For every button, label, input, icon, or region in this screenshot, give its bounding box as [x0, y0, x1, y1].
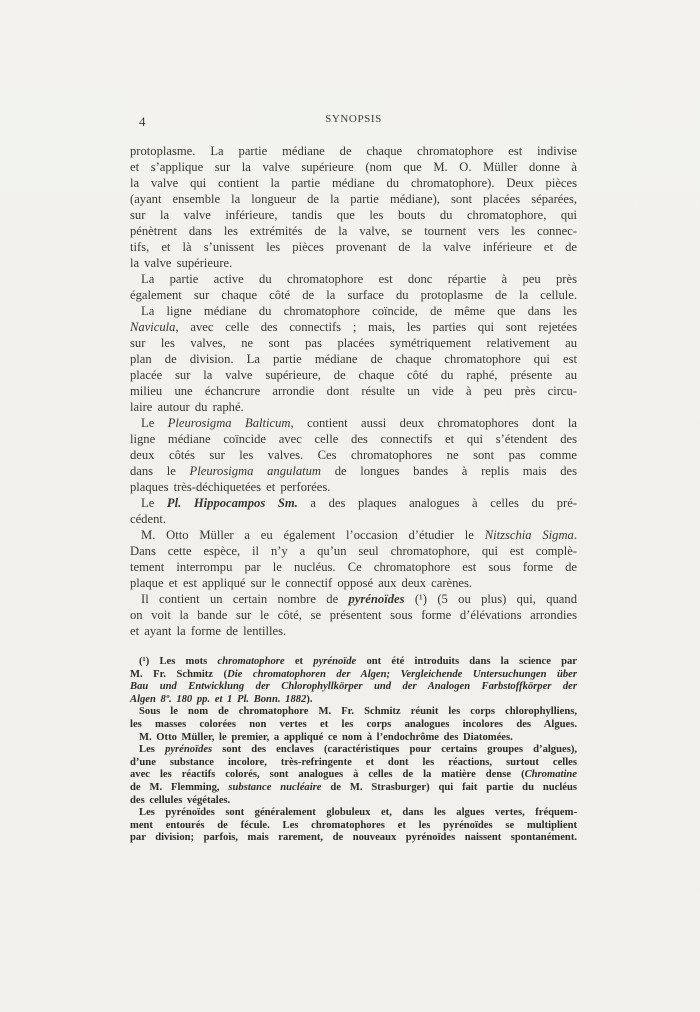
- text-segment: et s’applique sur la valve supérieure (nom que M. O. Müller donne à: [130, 160, 577, 174]
- text-line: [130, 207, 577, 223]
- text-line: [130, 719, 577, 732]
- text-segment: sur la valve inférieure, tandis que les bouts du chromatophore, qui: [130, 208, 577, 222]
- text-segment: la valve qui contient la partie médiane du chromatophore). Deux pièces: [130, 176, 577, 190]
- text-line: [130, 607, 577, 623]
- text-line: [130, 732, 577, 745]
- text-line: [130, 239, 577, 255]
- text-line: [130, 447, 577, 463]
- text-line: [130, 303, 577, 319]
- text-line: [130, 319, 577, 335]
- text-line: [130, 681, 577, 694]
- text-line: [130, 399, 577, 415]
- emphasized-text: Navicula: [130, 320, 176, 334]
- text-segment: M. Otto Müller a eu également l’occasion d’étudier le: [141, 528, 485, 542]
- text-line: [130, 807, 577, 820]
- text-segment: de M. Flemming,: [130, 781, 229, 793]
- text-segment: par division; parfois, mais rarement, de nouveaux pyrénoïdes naissent spontanément.: [130, 832, 577, 844]
- text-segment: Sous le nom de chromatophore M. Fr. Schmitz réunit les corps chlorophylliens,: [139, 706, 577, 718]
- page-header: [130, 113, 577, 129]
- text-segment: M. Fr. Schmitz (: [130, 668, 228, 680]
- text-line: [130, 175, 577, 191]
- text-segment: pénètrent dans les extrémités de la valve, se tournent vers les connec-: [130, 224, 577, 238]
- emphasized-text: Pleurosigma Balticum: [167, 416, 291, 430]
- emphasized-text: Nitzschia Sigma: [484, 528, 574, 542]
- text-line: [130, 591, 577, 607]
- text-segment: tifs, et là s’unissent les pièces provenant de la valve inférieure et de: [130, 240, 577, 254]
- emphasized-text: Bau und Entwicklung der Chlorophyllkörper und der Analogen Farbstoffkörper der: [130, 681, 577, 693]
- text-line: [130, 415, 577, 431]
- text-segment: La partie active du chromatophore est donc répartie à peu près: [141, 272, 577, 286]
- text-segment: d’une substance incolore, très-refringente et dont les réactions, surtout celles: [130, 756, 577, 768]
- text-line: [130, 351, 577, 367]
- text-segment: Les: [139, 744, 166, 756]
- text-segment: , contient aussi deux chromatophores dont la: [290, 416, 578, 430]
- emphasized-text: pyrénoïde: [313, 656, 357, 667]
- text-segment: plaques très-déchiquetées et perforées.: [130, 480, 331, 494]
- text-segment: ont été introduits dans la science par: [356, 656, 577, 667]
- text-segment: (ayant ensemble la longueur de la partie médiane), sont placées séparées,: [130, 192, 577, 206]
- text-segment: les masses colorées non vertes et les corps analogues incolores des Algues.: [130, 718, 577, 730]
- text-segment: ligne médiane coïncide avec celle des connectifs et qui s’étendent des: [130, 432, 577, 446]
- text-line: [130, 511, 577, 527]
- text-segment: plaque et est appliqué sur le connectif opposé aux deux carènes.: [130, 576, 473, 590]
- text-segment: laire autour du raphé.: [130, 400, 244, 414]
- body-text-column: [130, 143, 577, 639]
- emphasized-text: substance nucléaire: [228, 781, 322, 793]
- emphasized-text: Pl. Hippocampos Sm.: [166, 496, 298, 510]
- text-segment: ment entourés de fécule. Les chromatophores et les pyrénoïdes se multiplient: [130, 819, 577, 831]
- text-line: [130, 832, 577, 845]
- text-segment: avec les réactifs colorés, sont analogues à celles de la matière dense (: [130, 769, 525, 781]
- text-segment: dans le: [130, 464, 190, 478]
- text-line: [130, 706, 577, 719]
- text-line: [130, 271, 577, 287]
- text-line: [130, 143, 577, 159]
- text-segment: Les pyrénoïdes sont généralement globuleux et, dans les algues vertes, fréquem-: [139, 807, 577, 819]
- text-segment: ).: [306, 693, 313, 705]
- text-line: [130, 383, 577, 399]
- emphasized-text: pyrénoïdes: [348, 592, 405, 606]
- text-line: [130, 159, 577, 175]
- text-segment: également sur chaque côté de la surface du protoplasme de la cellule.: [130, 288, 577, 302]
- text-line: [130, 431, 577, 447]
- emphasized-text: Die chromatophoren der Algen; Vergleichende Untersuchungen über: [227, 668, 577, 680]
- text-segment: des cellules végétales.: [130, 794, 231, 806]
- text-line: [130, 744, 577, 757]
- text-segment: et ayant la forme de lentilles.: [130, 624, 287, 638]
- emphasized-text: Pleurosigma angulatum: [189, 464, 322, 478]
- text-segment: et: [284, 656, 314, 667]
- text-segment: Le: [141, 416, 168, 430]
- emphasized-text: pyrénoïdes: [165, 744, 213, 756]
- text-line: [130, 669, 577, 682]
- text-segment: , avec celle des connectifs ; mais, les parties qui sont rejetées: [175, 320, 577, 334]
- text-segment: (¹) Les mots: [139, 656, 218, 667]
- text-segment: sont des enclaves (caractéristiques pour certains groupes d’algues),: [212, 744, 577, 756]
- text-line: [130, 463, 577, 479]
- text-line: [130, 479, 577, 495]
- text-segment: deux côtés sur les valves. Ces chromatophores ne sont pas comme: [130, 448, 577, 462]
- text-line: [130, 287, 577, 303]
- text-line: [130, 694, 577, 707]
- running-title: SYNOPSIS: [325, 113, 382, 125]
- emphasized-text: Algen 8º. 180 pp. et 1 Pl. Bonn. 1882: [130, 693, 307, 705]
- text-line: [130, 782, 577, 795]
- text-line: [130, 527, 577, 543]
- text-segment: La ligne médiane du chromatophore coïncide, de même que dans les: [141, 304, 577, 318]
- text-line: [130, 367, 577, 383]
- text-segment: a des plaques analogues à celles du pré-: [297, 496, 577, 510]
- text-line: [130, 769, 577, 782]
- text-segment: de M. Strasburger) qui fait partie du nucléus: [321, 781, 577, 793]
- text-line: [130, 543, 577, 559]
- text-segment: (¹) (5 ou plus) qui, quand: [404, 592, 577, 606]
- text-segment: placée sur la valve supérieure, de chaque côté du raphé, présente au: [130, 368, 577, 382]
- text-segment: Il contient un certain nombre de: [141, 592, 349, 606]
- text-line: [130, 656, 577, 669]
- text-line: [130, 559, 577, 575]
- text-line: [130, 495, 577, 511]
- text-segment: on voit la bande sur le côté, se présentent sous forme d’élévations arrondies: [130, 608, 577, 622]
- text-segment: de longues bandes à replis mais des: [321, 464, 577, 478]
- text-segment: cédent.: [130, 512, 167, 526]
- text-line: [130, 335, 577, 351]
- text-line: [130, 255, 577, 271]
- text-segment: protoplasme. La partie médiane de chaque chromatophore est indivise: [130, 144, 577, 158]
- text-segment: tement interrompu par le nucléus. Ce chromatophore est sous forme de: [130, 560, 577, 574]
- text-line: [130, 575, 577, 591]
- text-segment: milieu une échancrure arrondie dont résulte un vide à peu près circu-: [130, 384, 577, 398]
- text-line: [130, 795, 577, 808]
- emphasized-text: chromatophore: [217, 656, 285, 667]
- text-line: [130, 623, 577, 639]
- text-segment: la valve supérieure.: [130, 256, 233, 270]
- footnote-section: [130, 656, 577, 845]
- text-line: [130, 757, 577, 770]
- text-line: [130, 820, 577, 833]
- text-segment: sur les valves, ne sont pas placées symétriquement relativement au: [130, 336, 577, 350]
- emphasized-text: Chromatine: [524, 769, 577, 781]
- text-segment: M. Otto Müller, le premier, a appliqué ce nom à l’endochrôme des Diatomées.: [139, 731, 513, 743]
- text-line: [130, 191, 577, 207]
- text-segment: .: [573, 528, 578, 542]
- text-segment: plan de division. La partie médiane de chaque chromatophore qui est: [130, 352, 577, 366]
- text-line: [130, 223, 577, 239]
- text-segment: Dans cette espèce, il n’y a qu’un seul chromatophore, qui est complè-: [130, 544, 577, 558]
- text-segment: Le: [141, 496, 167, 510]
- page-number: 4: [139, 114, 146, 129]
